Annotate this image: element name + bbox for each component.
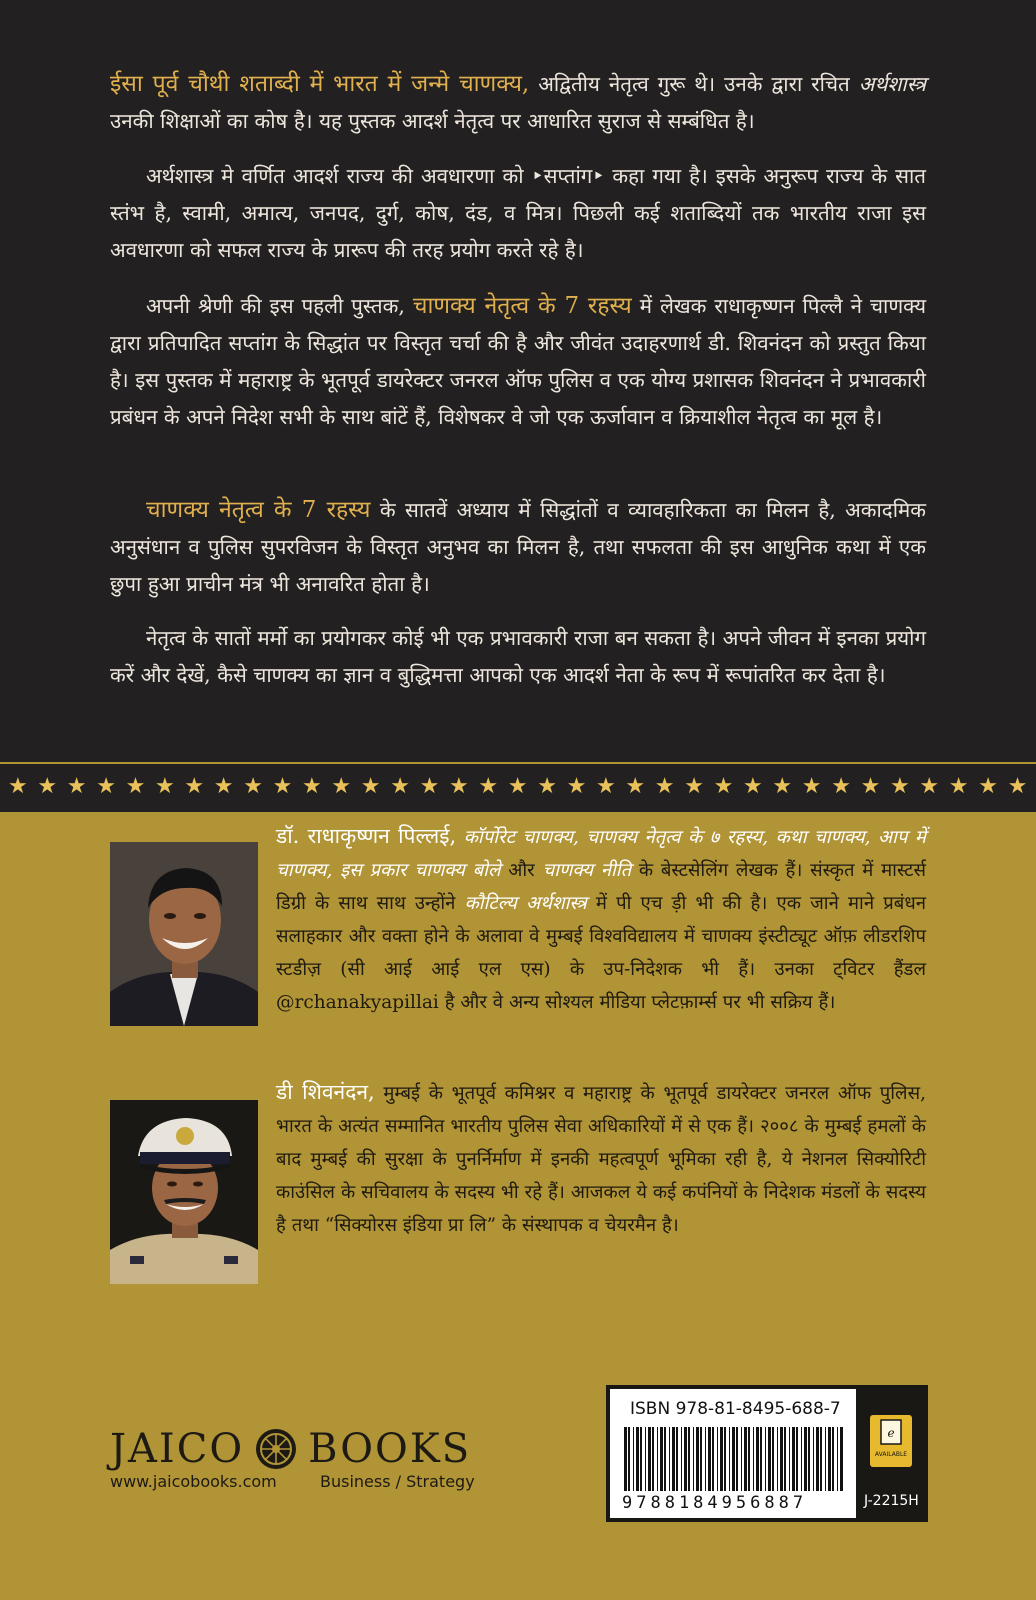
barcode-bar bbox=[780, 1427, 783, 1491]
star-icon: ★ bbox=[713, 774, 734, 799]
synopsis-text: उनकी शिक्षाओं का कोष है। यह पुस्तक आदर्श नेतृत्व पर आधारित सुराज से सम्बंधित है। bbox=[110, 109, 755, 133]
barcode-bar bbox=[820, 1427, 822, 1491]
author-name: डॉ. राधाकृष्णन पिल्लई, bbox=[276, 824, 457, 848]
barcode-bar bbox=[732, 1427, 735, 1491]
star-icon: ★ bbox=[66, 774, 87, 799]
ebook-label: AVAILABLE bbox=[874, 1451, 908, 1458]
author-photo-pillai bbox=[110, 842, 258, 1026]
ebook-icon bbox=[870, 1415, 912, 1449]
barcode-bar bbox=[688, 1427, 690, 1491]
barcode-bar bbox=[748, 1427, 750, 1491]
star-divider bbox=[0, 764, 1036, 812]
synopsis-paragraph-1 bbox=[110, 66, 926, 140]
book-title-italic: अर्थशास्त्र bbox=[858, 72, 926, 96]
publisher-website[interactable]: www.jaicobooks.com bbox=[110, 1472, 277, 1491]
barcode-bar bbox=[784, 1427, 786, 1491]
synopsis-text: में लेखक राधाकृष्णन पिल्लै ने चाणक्य द्वारा प्रतिपादित सप्तांग के सिद्धांत पर विस्तृत चर्चा की है और जीवंत उदाहरणार्थ डी. शिवनंदन को प्रस्तुत किया है। इस पुस्तक में महाराष्ट्र के भूतपूर्व डायरेक्टर जनरल ऑफ पुलिस व एक योग्य प्रशासक शिवनंदन ने प्रभावकारी प्रबंधन के अपने निदेश सभी के साथ बांटें हैं, विशेषकर वे जो एक ऊर्जावान व क्रियाशील नेतृत्व का मूल है। bbox=[110, 294, 927, 429]
barcode-bar bbox=[624, 1427, 627, 1491]
ebook-available-badge bbox=[870, 1415, 912, 1467]
portrait-illustration bbox=[110, 842, 258, 1026]
star-icon: ★ bbox=[125, 774, 146, 799]
star-icon: ★ bbox=[743, 774, 763, 799]
star-icon: ★ bbox=[8, 774, 28, 799]
star-icon: ★ bbox=[272, 774, 293, 799]
synopsis-paragraph-4 bbox=[110, 492, 926, 603]
barcode-bar bbox=[712, 1427, 714, 1491]
author-bio-text: के बेस्टसेलिंग लेखक हैं। संस्कृत में मास्टर्स डिग्री के साथ साथ उन्होंने bbox=[276, 860, 926, 914]
author-name: डी शिवनंदन, bbox=[276, 1080, 375, 1104]
barcode-bar bbox=[840, 1427, 843, 1491]
barcode-bar bbox=[772, 1427, 774, 1491]
star-icon: ★ bbox=[184, 774, 205, 799]
portrait-illustration bbox=[110, 1100, 258, 1284]
synopsis-paragraph-5 bbox=[110, 620, 926, 694]
barcode-bar bbox=[796, 1427, 798, 1491]
barcode-bar bbox=[705, 1427, 706, 1491]
barcode-bar bbox=[804, 1427, 807, 1491]
barcode-bar bbox=[640, 1427, 642, 1491]
star-icon: ★ bbox=[566, 774, 587, 799]
barcode-bar bbox=[825, 1427, 826, 1491]
barcode-bar bbox=[741, 1427, 742, 1491]
barcode-bar bbox=[789, 1427, 790, 1491]
author-books: कॉर्पोरेट चाणक्य, चाणक्य नेतृत्व के ७ रहस्य, कथा चाणक्य, आप में चाणक्य, इस प्रकार चाणक्य बोले bbox=[276, 827, 926, 881]
barcode-bar bbox=[676, 1427, 678, 1491]
barcode-bar bbox=[684, 1427, 687, 1491]
synopsis-text: नेतृत्व के सातों मर्मो का प्रयोगकर कोई भी एक प्रभावकारी राजा बन सकता है। अपने जीवन में इनका प्रयोग करें और देखें, कैसे चाणक्य का ज्ञान व बुद्धिमत्ता आपको एक आदर्श नेता के रूप में रूपांतरित कर देता है। bbox=[110, 626, 926, 687]
barcode-bar bbox=[648, 1427, 651, 1491]
barcode-bars bbox=[624, 1427, 844, 1491]
barcode-bar bbox=[736, 1427, 738, 1491]
barcode-bar bbox=[760, 1427, 762, 1491]
logo-word-right: BOOKS bbox=[308, 1426, 472, 1472]
author-books: चाणक्य नीति bbox=[542, 860, 632, 881]
barcode-bar bbox=[664, 1427, 666, 1491]
book-category: Business / Strategy bbox=[320, 1472, 475, 1491]
barcode-bar bbox=[808, 1427, 810, 1491]
synopsis-text: अपनी श्रेणी की इस पहली पुस्तक, bbox=[146, 294, 413, 318]
star-icon: ★ bbox=[831, 774, 851, 799]
star-icon: ★ bbox=[801, 774, 822, 799]
barcode-bar bbox=[768, 1427, 771, 1491]
barcode-bar bbox=[837, 1427, 838, 1491]
isbn-number: ISBN 978-81-8495-688-7 bbox=[630, 1399, 841, 1419]
barcode-bar bbox=[717, 1427, 718, 1491]
barcode-bar bbox=[756, 1427, 759, 1491]
barcode-bar bbox=[720, 1427, 723, 1491]
barcode-bar bbox=[660, 1427, 663, 1491]
barcode-bar bbox=[708, 1427, 711, 1491]
star-icon: ★ bbox=[419, 774, 440, 799]
publisher-logo bbox=[110, 1422, 471, 1473]
barcode-bar bbox=[696, 1427, 699, 1491]
barcode-panel bbox=[610, 1389, 856, 1518]
barcode-bar bbox=[832, 1427, 834, 1491]
barcode-bar bbox=[669, 1427, 670, 1491]
star-icon: ★ bbox=[243, 774, 263, 799]
barcode-bar bbox=[672, 1427, 675, 1491]
barcode-digits: 9788184956887 bbox=[622, 1493, 808, 1513]
star-icon: ★ bbox=[684, 774, 704, 799]
star-icon: ★ bbox=[625, 774, 646, 799]
star-icon: ★ bbox=[96, 774, 116, 799]
author-bio-text: में पी एच ड़ी भी की है। एक जाने माने प्रबंधन सलाहकार और वक्ता होने के अलावा वे मुम्बई विश्वविद्यालय में चाणक्य इंस्टीट्यूट ऑफ़ लीडरशिप स्टडीज़ (सी आई आई एल एस) के उप-निदेशक भी हैं। उनका ट्विटर हैंडल @rchanakyapillai है और वे अन्य सोश्यल मीडिया प्लेटफ़ार्म्स पर भी सक्रिय हैं। bbox=[276, 893, 926, 1013]
synopsis-highlight: चाणक्य नेतृत्व के 7 रहस्य bbox=[146, 497, 371, 523]
chakra-wheel-icon bbox=[254, 1427, 298, 1471]
barcode-bar bbox=[633, 1427, 634, 1491]
author-photo-sivanandan bbox=[110, 1100, 258, 1284]
star-icon: ★ bbox=[596, 774, 616, 799]
authors-section bbox=[0, 812, 1036, 1600]
star-icon: ★ bbox=[978, 774, 998, 799]
barcode-bar bbox=[724, 1427, 726, 1491]
author-bio-pillai bbox=[276, 820, 926, 1019]
star-icon: ★ bbox=[860, 774, 881, 799]
synopsis-highlight: ईसा पूर्व चौथी शताब्दी में भारत में जन्मे चाणक्य, bbox=[110, 71, 530, 97]
barcode-bar bbox=[657, 1427, 658, 1491]
star-icon: ★ bbox=[213, 774, 234, 799]
barcode-bar bbox=[753, 1427, 754, 1491]
star-icon: ★ bbox=[449, 774, 469, 799]
star-icon: ★ bbox=[360, 774, 381, 799]
barcode-bar bbox=[777, 1427, 778, 1491]
synopsis-section bbox=[0, 0, 1036, 762]
barcode-bar bbox=[636, 1427, 639, 1491]
star-icon: ★ bbox=[654, 774, 675, 799]
svg-text:e: e bbox=[887, 1426, 895, 1440]
star-icon: ★ bbox=[302, 774, 322, 799]
barcode-bar bbox=[681, 1427, 682, 1491]
star-icon: ★ bbox=[37, 774, 58, 799]
barcode-bar bbox=[801, 1427, 802, 1491]
star-icon: ★ bbox=[478, 774, 499, 799]
synopsis-paragraph-3 bbox=[110, 288, 926, 436]
synopsis-text: के सातवें अध्याय में सिद्धांतों व व्यावहारिकता का मिलन है, अकादमिक अनुसंधान व पुलिस सुपरविजन के विस्तृत अनुभव का मिलन है, तथा सफलता की इस आधुनिक कथा में एक छुपा हुआ प्राचीन मंत्र भी अनावरित होता है। bbox=[110, 498, 927, 596]
star-icon: ★ bbox=[507, 774, 528, 799]
barcode-bar bbox=[828, 1427, 831, 1491]
author-work-italic: कौटिल्य अर्थशास्त्र bbox=[464, 893, 587, 914]
star-icon: ★ bbox=[390, 774, 410, 799]
catalog-code: J-2215H bbox=[864, 1493, 919, 1509]
barcode-bar bbox=[816, 1427, 819, 1491]
barcode-bar bbox=[652, 1427, 654, 1491]
barcode-bar bbox=[765, 1427, 766, 1491]
barcode-bar bbox=[628, 1427, 630, 1491]
barcode-bar bbox=[645, 1427, 646, 1491]
synopsis-text: अर्थशास्त्र मे वर्णित आदर्श राज्य की अवधारणा को ‣सप्तांग‣ कहा गया है। इसके अनुरूप राज्य के सात स्तंभ है, स्वामी, अमात्य, जनपद, दुर्ग, कोष, दंड, व मित्र। पिछली कई शताब्दियों तक भारतीय राजा इस अवधारणा को सफल राज्य के प्रारूप की तरह प्रयोग करते रहे है। bbox=[110, 164, 926, 262]
barcode-block bbox=[606, 1385, 928, 1522]
barcode-bar bbox=[792, 1427, 795, 1491]
author-bio-text: और bbox=[500, 860, 543, 881]
barcode-bar bbox=[729, 1427, 730, 1491]
star-icon: ★ bbox=[772, 774, 793, 799]
author-bio-sivanandan bbox=[276, 1076, 926, 1242]
logo-word-left: JAICO bbox=[110, 1426, 245, 1472]
synopsis-paragraph-2 bbox=[110, 158, 926, 269]
barcode-bar bbox=[700, 1427, 702, 1491]
author-bio-text: मुम्बई के भूतपूर्व कमिश्नर व महाराष्ट्र के भूतपूर्व डायरेक्टर जनरल ऑफ पुलिस, भारत के अत्यंत सम्मानित भारतीय पुलिस सेवा अधिकारियों में से एक हैं। २००८ के मुम्बई हमलों के बाद मुम्बई की सुरक्षा के पुनर्निर्माण में इनकी महत्वपूर्ण भूमिका रही है, ये नेशनल सिक्योरिटी काउंसिल के सचिवालय के सदस्य भी रहे हैं। आजकल ये कई कपंनियों के निदेशक मंडलों के सदस्य है तथा “सिक्योरस इंडिया प्रा लि” के संस्थापक व चेयरमैन है। bbox=[276, 1083, 926, 1236]
barcode-bar bbox=[813, 1427, 814, 1491]
barcode-bar bbox=[693, 1427, 694, 1491]
star-icon: ★ bbox=[890, 774, 910, 799]
synopsis-text: अद्वितीय नेतृत्व गुरू थे। उनके द्वारा रचित bbox=[529, 72, 859, 96]
star-icon: ★ bbox=[1007, 774, 1028, 799]
star-icon: ★ bbox=[331, 774, 352, 799]
star-icon: ★ bbox=[948, 774, 969, 799]
star-icon: ★ bbox=[919, 774, 940, 799]
star-icon: ★ bbox=[155, 774, 175, 799]
synopsis-highlight: चाणक्य नेतृत्व के 7 रहस्य bbox=[412, 293, 632, 319]
barcode-bar bbox=[744, 1427, 747, 1491]
star-icon: ★ bbox=[537, 774, 557, 799]
